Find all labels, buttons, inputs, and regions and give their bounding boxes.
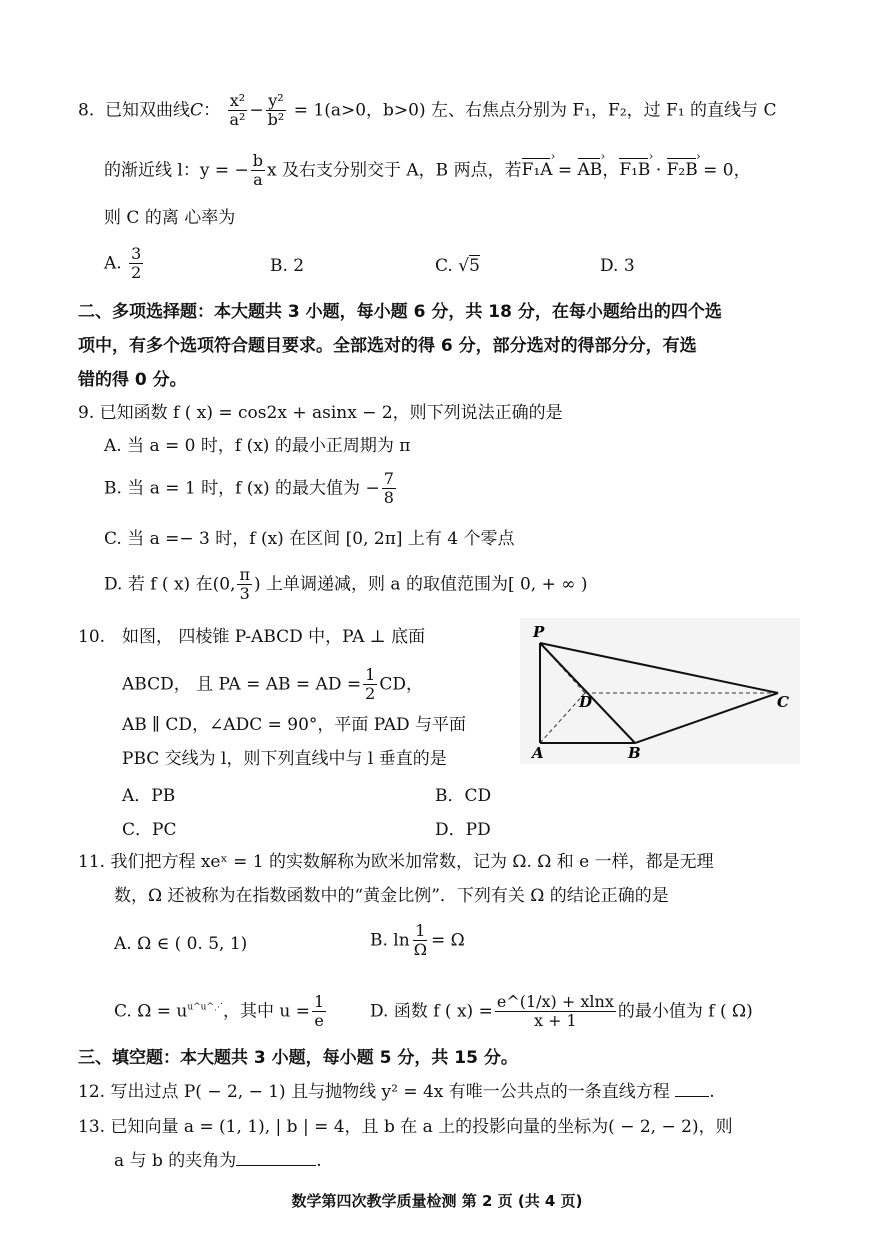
section3-heading: 三、填空题：本大题共 3 小题，每小题 5 分，共 15 分。 xyxy=(78,1048,518,1068)
q9-stem: 9. 已知函数 f ( x) = cos2x + asinx − 2，则下列说法正确的是 xyxy=(78,403,563,423)
section2-heading-3: 错的得 0 分。 xyxy=(78,370,187,390)
q8-frac-y: $\frac{\text{y²}}{\text{b²}}$ xyxy=(267,91,285,130)
q8-line1: 8. 已知双曲线C： $\frac{\text{x²}}{\text{a²}}$ − $\frac{\text{y²}}{\text{b²}}$ = 1(a>0，b>0) 左、右焦点分别为 F₁，F₂，过 F₁ 的直线与 C xyxy=(78,91,777,130)
vector-f1a: F₁A › xyxy=(522,160,553,180)
section2-heading-2: 项中，有多个选项符合题目要求。全部选对的得 6 分，部分选对的得部分分，有选 xyxy=(78,336,697,356)
vertex-label-p: P xyxy=(533,623,545,641)
q12-text: 12. 写出过点 P( − 2, − 1) 且与抛物线 y² = 4x 有唯一公共点的一条直线方程 . xyxy=(78,1082,715,1102)
q8-option-d: D. 3 xyxy=(600,256,635,276)
q8-option-c: C. √5 xyxy=(435,256,480,276)
q8-option-b: B. 2 xyxy=(270,256,305,276)
q11-option-d: D. 函数 f ( x) = $\frac{e\^{}(1/x) + xlnx}{x + 1}$ 的最小值为 f ( Ω) xyxy=(370,992,753,1031)
page-footer: 数学第四次教学质量检测 第 2 页 (共 4 页) xyxy=(291,1192,583,1210)
q11-line2: 数，Ω 还被称为在指数函数中的“黄金比例”．下列有关 Ω 的结论正确的是 xyxy=(114,886,669,906)
q8-line2: 的渐近线 l：y = − $\frac{b}{a}$ x 及右支分别交于 A，B 两点，若F₁A › = AB ›，F₁B › · F₂B › = 0， xyxy=(104,152,751,190)
vertex-label-d: D xyxy=(579,693,593,711)
q8-frac-ba: $\frac{b}{a}$ xyxy=(252,151,263,190)
vector-f2b: F₂B › xyxy=(667,160,698,180)
q11-line1: 11. 我们把方程 xeˣ = 1 的实数解称为欧米加常数，记为 Ω. Ω 和 e 一样，都是无理 xyxy=(78,852,714,872)
q10-option-a: A．PB xyxy=(122,786,176,806)
q10-line3: AB ∥ CD，∠ADC = 90°，平面 PAD 与平面 xyxy=(122,715,467,735)
q11-option-b: B. ln $\frac{1}{\Omega}$ = Ω xyxy=(370,921,465,960)
q10-line4: PBC 交线为 l，则下列直线中与 l 垂直的是 xyxy=(122,749,447,769)
q8-line3: 则 C 的离 心率为 xyxy=(104,208,236,228)
q9-option-d: D. 若 f ( x) 在(0, $\frac{\pi}{3}$ ) 上单调递减，则 a 的取值范围为[ 0, + ∞ ) xyxy=(104,565,588,604)
pyramid-figure xyxy=(520,618,800,764)
answer-blank-12[interactable] xyxy=(675,1082,709,1097)
q13-line1: 13. 已知向量 a = (1, 1), | b | = 4，且 b 在 a 上的投影向量的坐标为( − 2, − 2)，则 xyxy=(78,1117,733,1137)
q8-frac-x: $\frac{\text{x²}}{\text{a²}}$ xyxy=(229,91,246,130)
vertex-label-a: A xyxy=(532,744,544,762)
q9-option-c: C. 当 a =− 3 时，f (x) 在区间 [0, 2π] 上有 4 个零点 xyxy=(104,529,515,549)
vertex-label-b: B xyxy=(628,744,641,762)
q9-option-b: B. 当 a = 1 时，f (x) 的最大值为 − $\frac{7}{8}$ xyxy=(104,469,394,508)
q10-option-b: B．CD xyxy=(435,786,492,806)
section2-heading-1: 二、多项选择题：本大题共 3 小题，每小题 6 分，共 18 分，在每小题给出的四个选 xyxy=(78,302,722,322)
q10-line1: 如图， 四棱锥 P-ABCD 中，PA ⊥ 底面 xyxy=(122,627,426,647)
q9-option-a: A. 当 a = 0 时，f (x) 的最小正周期为 π xyxy=(104,436,411,456)
q11-option-c: C. $\Omega = u^{u\^{}u\^{}⋰}$，其中 u = $\frac{1}{e}$ xyxy=(114,992,325,1031)
q11-option-a: A. Ω ∈ ( 0. 5, 1) xyxy=(114,934,248,954)
answer-blank-13[interactable] xyxy=(236,1151,316,1166)
q10-num: 10. xyxy=(78,627,106,647)
q8-option-a: A. $\frac{3}{2}$ xyxy=(104,244,142,283)
vector-ab: AB › xyxy=(578,160,603,180)
vertex-label-c: C xyxy=(777,693,789,711)
q10-option-c: C．PC xyxy=(122,820,177,840)
q10-line2: ABCD， 且 PA = AB = AD = $\frac{1}{2}$ CD， xyxy=(122,665,423,704)
q13-line2: a 与 b 的夹角为 . xyxy=(114,1151,322,1171)
q10-option-d: D．PD xyxy=(435,820,491,840)
vector-f1b: F₁B › xyxy=(619,160,650,180)
